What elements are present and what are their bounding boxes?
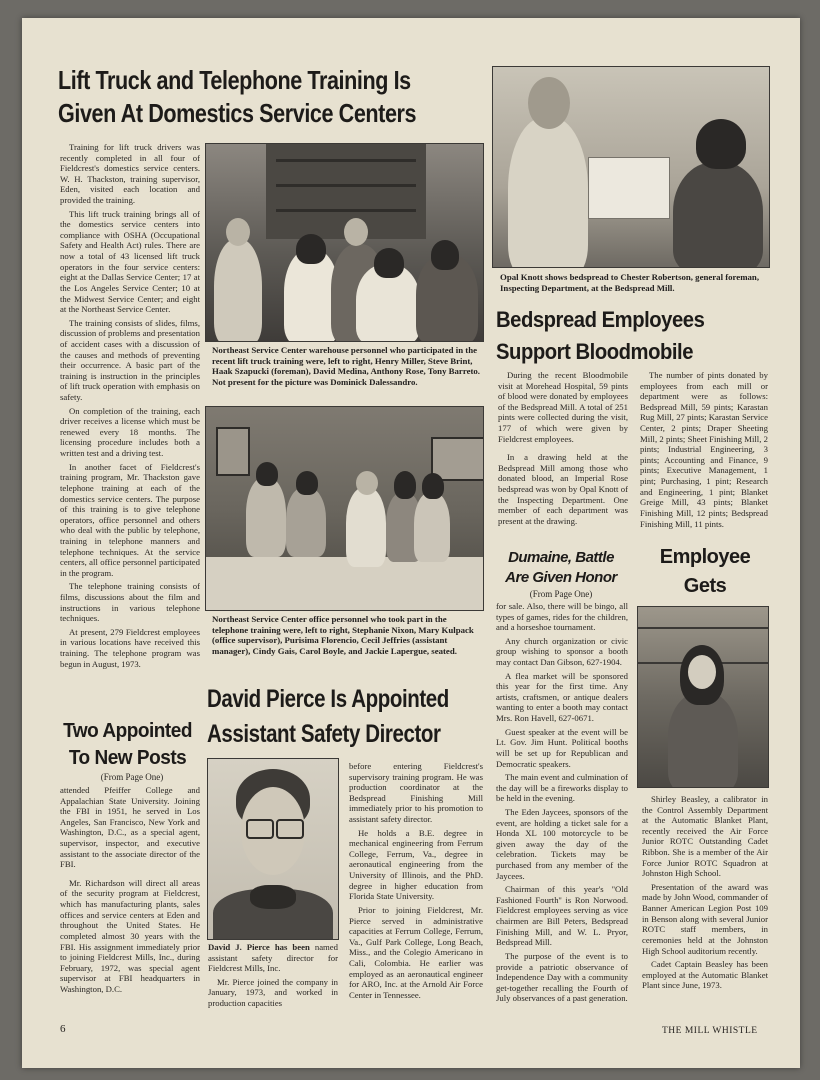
headline-line-1: Employee Gets bbox=[659, 546, 751, 597]
caption-bold: David J. Pierce has been bbox=[208, 942, 310, 952]
two-appointed-article-text bbox=[60, 785, 200, 1025]
paragraph: The number of pints donated by employees from each mill or department were as follows: Bedspread Mill, 59 pints; Karastan Rug Mill, 27 pints; Karastan Service Center, 2 pints; Draper Sheeting Mill, 2 pints; Sheet Finishing Mill, 2 pints; Industrial Engineering, 3 pints; Accounting and Finance, 9 pints; Executive Management, 1 pint; Purchasing, 1 pint; Research and Engineering, 1 pint; Blanket Greige Mill, 43 pints; Blanket Finishing Mill, 12 pints; Bedspread Finishing Mill, 11 pints. bbox=[640, 370, 768, 529]
bloodmobile-headline bbox=[496, 308, 704, 364]
warehouse-personnel-photo bbox=[205, 143, 484, 342]
shirley-beasley-photo bbox=[637, 606, 769, 788]
lift-truck-article-text bbox=[60, 142, 200, 712]
paragraph: Shirley Beasley, a calibrator in the Control Assembly Department at the Automatic Blanket Plant, recently received the Air Force Junior ROTC Outstanding Cadet Ribbon. She is a member of the Air Force Junior ROTC Squadron at Johnston High School. bbox=[642, 794, 768, 879]
paragraph: Mr. Richardson will direct all areas of the security program at Fieldcrest, which has manufacturing plants, sales offices and service centers at Eden and throughout the United States. He completed almost 30 years with the FBI. His assignment immediately prior to joining Fieldcrest Mills, Inc., during February, 1972, was special agent supervisor at FBI headquarters in Washington, D.C. bbox=[60, 877, 200, 994]
paragraph: for sale. Also, there will be bingo, all types of games, rides for the children, and a horseshoe tournament. bbox=[496, 601, 628, 633]
paragraph: This lift truck training brings all of the domestics service centers into compliance with OSHA (Occupational Safety and Health Act) rules. There are now a total of 43 licensed lift truck operators in the four service centers: eight at the Dallas Service Center; 17 at the Los Angeles Service Center; 10 at the Midwest Service Center; and eight at the Northeast Service Center. bbox=[60, 208, 200, 315]
headline-line-2: To New Posts bbox=[68, 747, 187, 769]
paragraph: Mr. Pierce joined the company in January, 1973, and worked in production capacities bbox=[208, 976, 338, 1009]
pierce-col-1 bbox=[208, 942, 338, 1022]
bloodmobile-col-1 bbox=[498, 370, 628, 545]
caption-rest: named assistant safety director for Fieldcrest Mills, Inc. bbox=[208, 942, 338, 974]
headline-line-2: Support Bloodmobile bbox=[496, 338, 694, 364]
lift-truck-headline bbox=[58, 66, 416, 127]
headline-line-1: Dumaine, Battle bbox=[508, 549, 614, 566]
paragraph: He holds a B.E. degree in mechanical engineering from Ferrum College, Ferrum, Va., degree in aeronautical engineering from the University of Illinois, and the PhD. degree in higher education from Florida State University. bbox=[349, 827, 483, 902]
headline-line-1: Bedspread Employees bbox=[496, 307, 705, 332]
headline-line-1: Two Appointed bbox=[63, 720, 193, 742]
two-appointed-headline bbox=[62, 718, 193, 772]
paragraph: The purpose of the event is to provide a patriotic observance of Independence Day with a community get-together recalling the Fourth of July observances of a past generation. bbox=[496, 950, 628, 1004]
dumaine-from-page-one: (From Page One) bbox=[529, 589, 593, 599]
rotc-article-text bbox=[642, 794, 768, 1024]
paragraph: In a drawing held at the Bedspread Mill among those who donated blood, an Imperial Rose bedspread was won by Opal Knott of the Inspecting Department. One member of each department was present at the drawing. bbox=[498, 452, 628, 526]
warehouse-photo-caption: Northeast Service Center warehouse personnel who participated in the recent lift truck training were, left to right, Henry Miller, Steve Brint, Haak Szapucki (foreman), David Medina, Anthony Rose, Tony Barreto. Not present for the picture was Dominick Dalessandro. bbox=[212, 345, 481, 387]
headline-line-2: Assistant Safety Director bbox=[207, 719, 441, 748]
headline-line-1: Lift Truck and Telephone Training Is bbox=[58, 65, 411, 95]
opal-knott-photo bbox=[492, 66, 770, 268]
headline-line-1: David Pierce Is Appointed bbox=[207, 685, 449, 713]
paragraph: before entering Fieldcrest's supervisory training program. He was production coordinator at the Bedspread Finishing Mill immediately prior to his promotion to assistant safety director. bbox=[349, 761, 483, 825]
pierce-col-2 bbox=[349, 761, 483, 1023]
paragraph: Cadet Captain Beasley has been employed at the Automatic Blanket Plant since June, 1973. bbox=[642, 959, 768, 991]
headline-line-2: Are Given Honor bbox=[505, 569, 617, 587]
paragraph: attended Pfeiffer College and Appalachian State University. Joining the FBI in 1951, he served in Los Angeles, San Francisco, New York and Washington, D.C., as a special agent, supervisor, inspector, and executive assistant to the associate director of the FBI. bbox=[60, 785, 200, 870]
paragraph: Training for lift truck drivers was recently completed in all four of Fieldcrest's domestics service centers. W. H. Thackston, training supervisor, Eden, visited each location and provided the training. bbox=[60, 142, 200, 206]
paragraph: In another facet of Fieldcrest's training program, Mr. Thackston gave telephone training at each of the domestics service centers. The purpose of this training is to give telephone operators, office personnel and others who deal with the public by telephone, training in telephone manners and telephone techniques. At the service centers, all office personnel participated in the program. bbox=[60, 461, 200, 578]
paragraph: Guest speaker at the event will be Lt. Gov. Jim Hunt. Political booths will be set up for Republican and Democratic speakers. bbox=[496, 726, 628, 769]
bloodmobile-col-2 bbox=[640, 370, 768, 545]
paragraph: Prior to joining Fieldcrest, Mr. Pierce served in administrative capacities at Ferrum College, Ferrum, Va., Gulf Park College, Long Beach, Miss., and the Colegio Americano in Cali, Colombia. He earlier was employed as an aeronautical engineer for ARO, Inc. at the Arnold Air Force Center in Tennessee. bbox=[349, 904, 483, 1000]
paragraph: The Eden Jaycees, sponsors of the event, are holding a ticket sale for a Honda XL 100 motorcycle to be given away the day of the celebration. Tickets may be purchased from any member of the Jaycees. bbox=[496, 806, 628, 881]
paragraph: Any church organization or civic group wishing to sponsor a booth may contact Dan Gibson, 627-1904. bbox=[496, 635, 628, 668]
paragraph: The training consists of slides, films, discussion of problems and presentation of accident cases with a discussion of the causes and methods of preventing their occurrence. A basic part of the training is instruction in the principles of lift truck operation with emphasis on safety. bbox=[60, 317, 200, 403]
paragraph: Presentation of the award was made by John Wood, commander of Banner American Legion Post 109 in Benson along with several Junior ROTC staff members, in ceremonies held at the Johnston High School auditorium recently. bbox=[642, 881, 768, 956]
paragraph: On completion of the training, each driver receives a license which must be renewed every 18 months. The licensing procedure includes both a written test and a driving test. bbox=[60, 405, 200, 459]
dumaine-headline bbox=[492, 548, 630, 589]
pierce-headline bbox=[207, 682, 449, 751]
paragraph: At present, 279 Fieldcrest employees in various locations have received this training. The telephone program was begun in August, 1973. bbox=[60, 626, 200, 669]
paragraph: A flea market will be sponsored this year for the first time. Any artists, craftsmen, or antique dealers wanting to enter a booth may contact Mrs. Ron Havell, 627-0671. bbox=[496, 670, 628, 724]
page-number: 6 bbox=[60, 1023, 66, 1035]
david-pierce-portrait bbox=[207, 758, 339, 940]
publication-name: THE MILL WHISTLE bbox=[662, 1026, 758, 1036]
two-appointed-from-page-one: (From Page One) bbox=[100, 772, 164, 782]
office-personnel-photo bbox=[205, 406, 484, 611]
newspaper-page bbox=[22, 18, 800, 1068]
opal-knott-caption: Opal Knott shows bedspread to Chester Robertson, general foreman, Inspecting Department, at the Bedspread Mill. bbox=[500, 272, 760, 293]
paragraph: During the recent Bloodmobile visit at Morehead Hospital, 59 pints of blood were donated by employees of the Bedspread Mill. A total of 251 pints were collected during the visit, 177 of which were given by Fieldcrest employees. bbox=[498, 370, 628, 444]
dumaine-article-text bbox=[496, 601, 628, 1021]
paragraph: The main event and culmination of the day will be a fireworks display to be held in the evening. bbox=[496, 772, 628, 804]
paragraph bbox=[208, 942, 338, 974]
office-photo-caption: Northeast Service Center office personnel who took part in the telephone training were, left to right, Stephanie Nixon, Mary Kulpack (office supervisor), Purisima Florencio, Cecil Jeffries (assistant manager), Cindy Gais, Carol Boyle, and Jackie Lapergue, seated. bbox=[212, 614, 474, 656]
headline-line-2: Given At Domestics Service Centers bbox=[58, 98, 417, 129]
paragraph: The telephone training consists of films, discussions about the film and instructions in various telephone techniques. bbox=[60, 581, 200, 624]
paragraph: Chairman of this year's ''Old Fashioned Fourth'' is Ron Norwood. Fieldcrest employees serving as vice chairmen are Bill Peters, Bedspread Finishing Mill, and W. L. Pryor, Bedspread Mill. bbox=[496, 884, 628, 948]
